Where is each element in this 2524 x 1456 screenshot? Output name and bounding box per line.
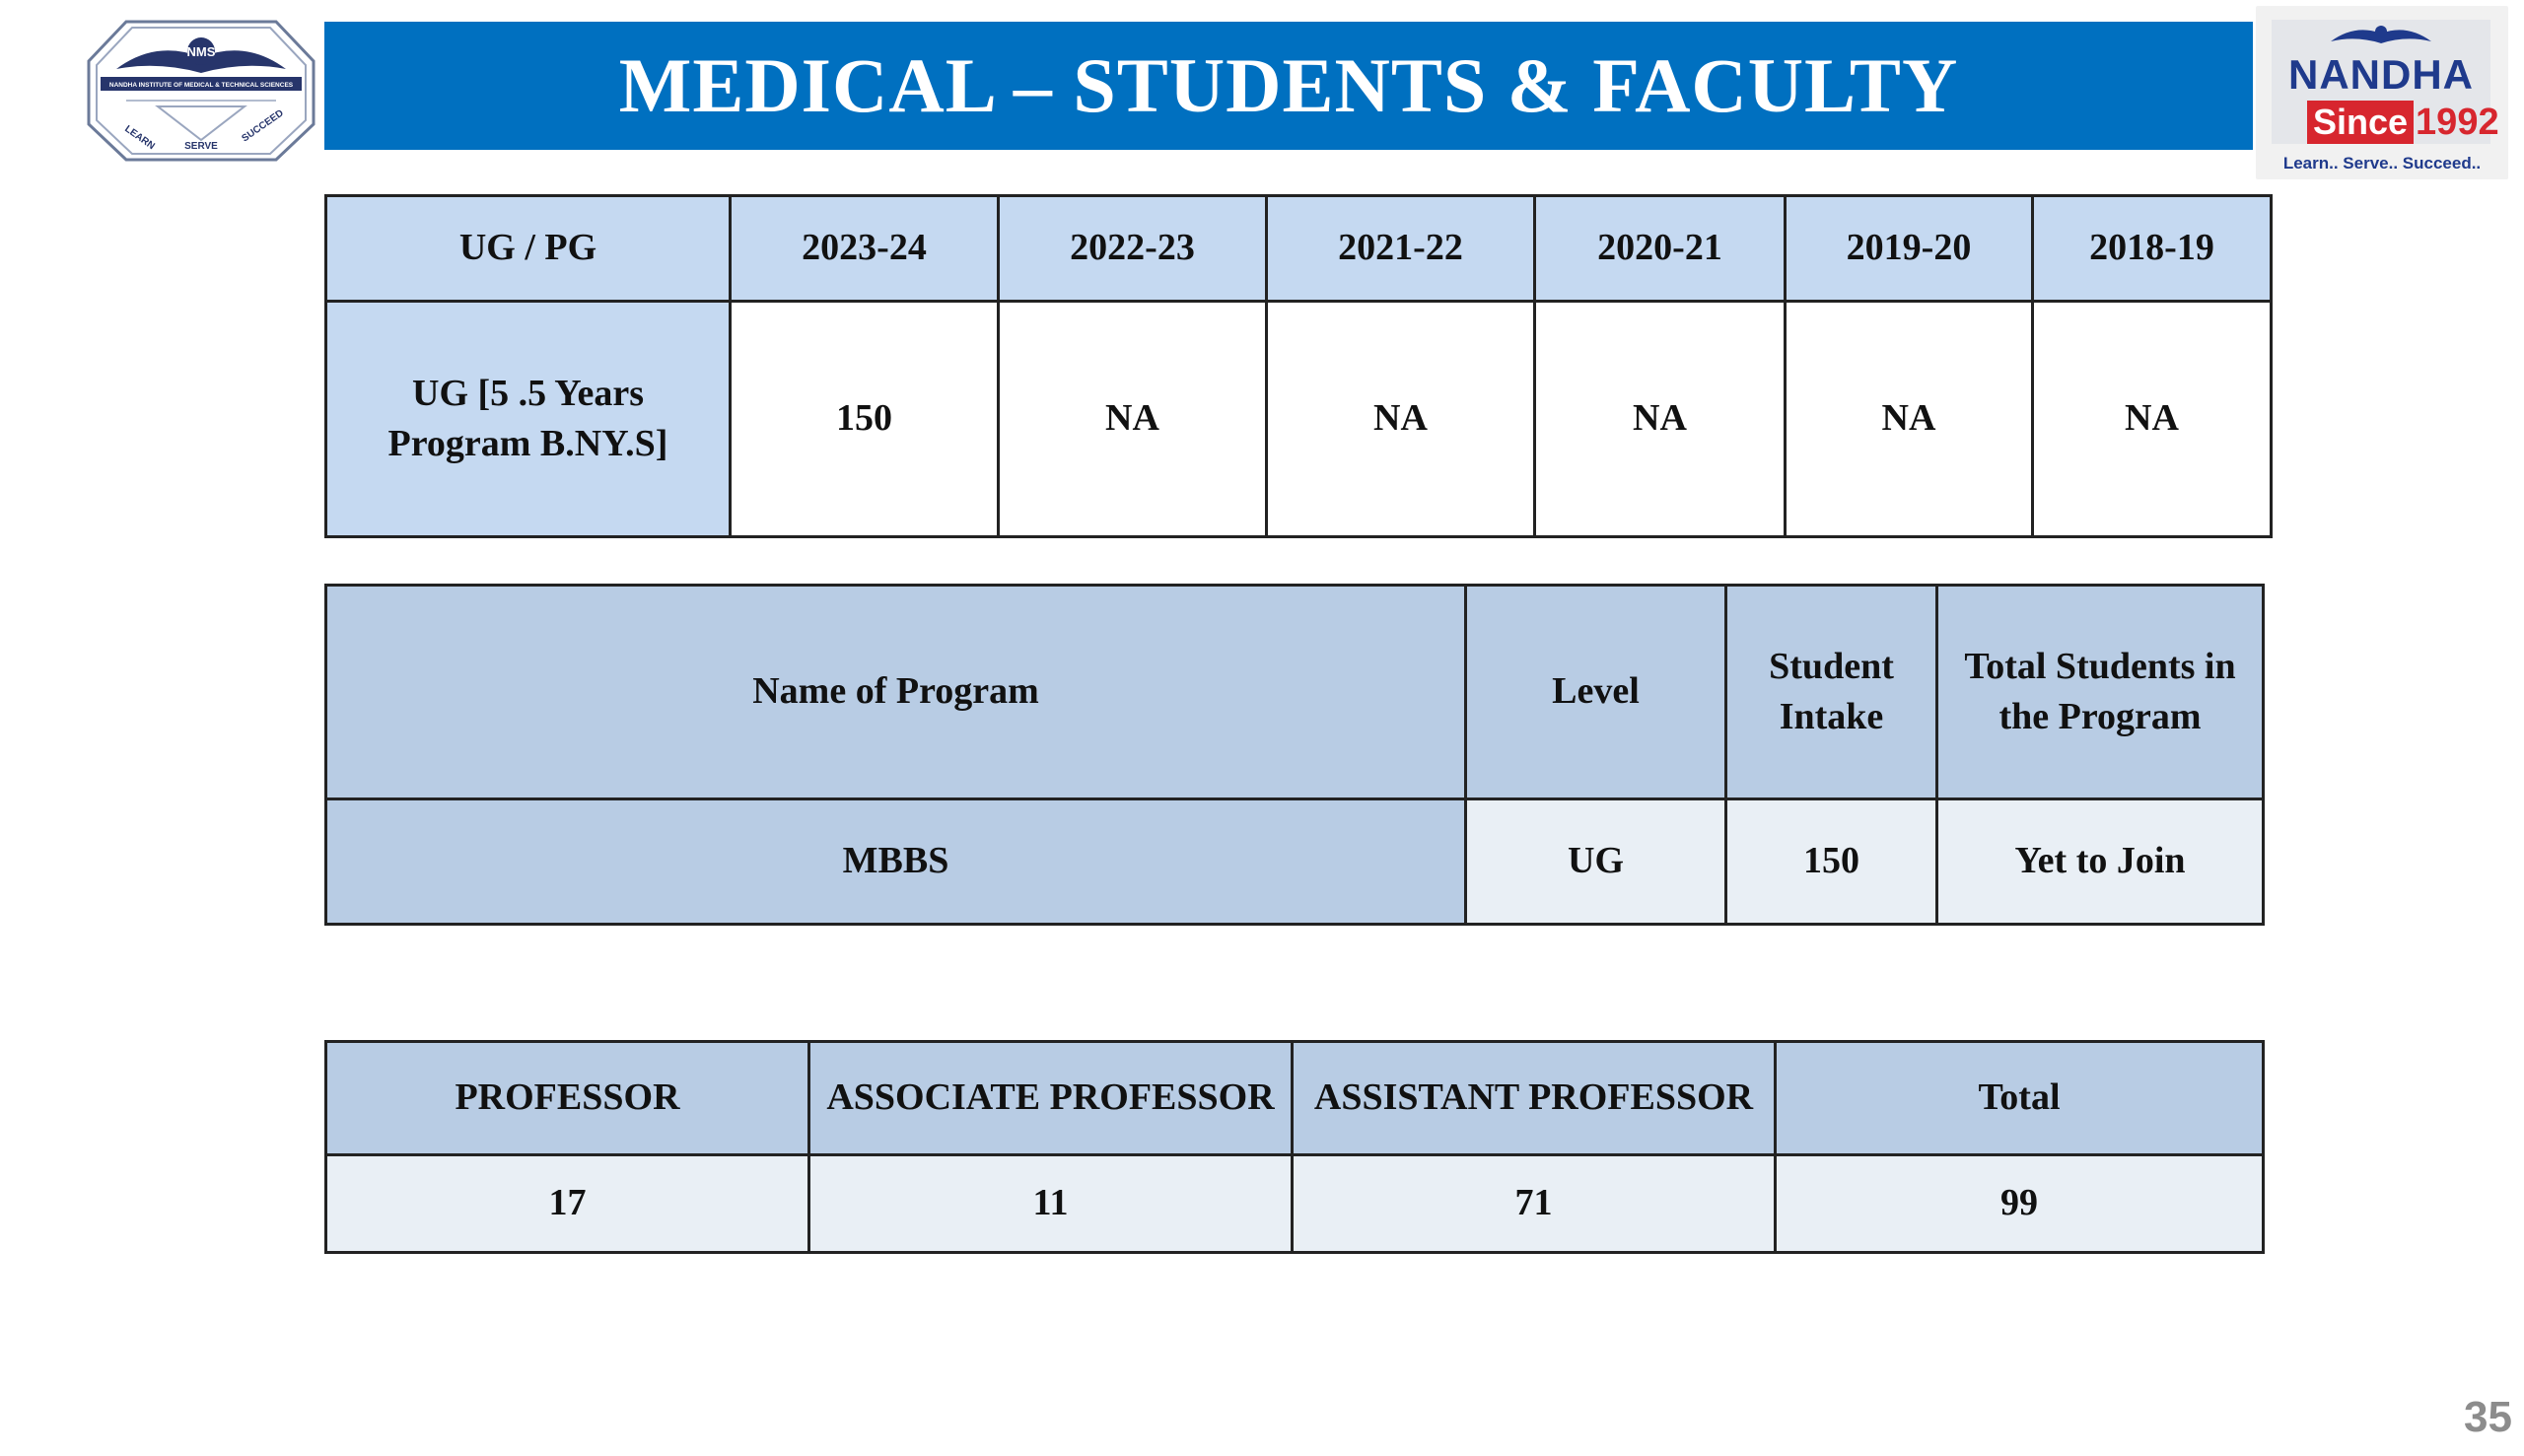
header-year: 2019-20 [1786, 196, 2033, 302]
title-banner [324, 22, 2253, 150]
table-row [326, 302, 2272, 537]
logo-motto-succeed: SUCCEED [240, 107, 286, 145]
row-label-line: Program B.NY.S] [387, 423, 668, 464]
nandha-logo-panel [2272, 20, 2499, 144]
eagle-icon [2272, 20, 2490, 49]
intake-table [324, 194, 2273, 538]
since-year: 1992 [2416, 101, 2499, 143]
program-table [324, 584, 2265, 926]
table-cell: NA [1786, 302, 2033, 537]
table-header-row [326, 1042, 2264, 1155]
nms-eagle-logo [87, 18, 316, 164]
logo-monogram: NMS [186, 44, 216, 59]
header-program-name: Name of Program [326, 586, 1466, 799]
since-row [2307, 101, 2499, 144]
table-cell: 17 [326, 1155, 809, 1253]
row-label-ug [326, 302, 731, 537]
header-student-intake: Student Intake [1726, 586, 1937, 799]
header-year: 2022-23 [999, 196, 1267, 302]
table-row [326, 1155, 2264, 1253]
row-label-line: UG [5 .5 Years [412, 372, 644, 414]
table-cell: NA [2033, 302, 2272, 537]
table-cell: 150 [731, 302, 999, 537]
page-title: MEDICAL – STUDENTS & FACULTY [618, 42, 1959, 128]
header-level: Level [1466, 586, 1726, 799]
table-header-row [326, 196, 2272, 302]
table-cell: Yet to Join [1937, 799, 2264, 925]
table-cell: 11 [809, 1155, 1293, 1253]
table-cell: NA [999, 302, 1267, 537]
table-cell: 150 [1726, 799, 1937, 925]
page-number: 35 [2464, 1393, 2512, 1441]
header-professor: PROFESSOR [326, 1042, 809, 1155]
logo-motto-serve: SERVE [184, 141, 218, 152]
nandha-name: NANDHA [2288, 51, 2474, 98]
table-cell: 99 [1776, 1155, 2264, 1253]
table-header-row [326, 586, 2264, 799]
program-name-cell: MBBS [326, 799, 1466, 925]
header-total-students: Total Students in the Program [1937, 586, 2264, 799]
header-total: Total [1776, 1042, 2264, 1155]
faculty-table [324, 1040, 2265, 1254]
header-year: 2023-24 [731, 196, 999, 302]
header-year: 2018-19 [2033, 196, 2272, 302]
table-cell: NA [1267, 302, 1535, 537]
header-year: 2021-22 [1267, 196, 1535, 302]
since-label: Since [2307, 101, 2414, 144]
logo-tagline: Learn.. Serve.. Succeed.. [2282, 154, 2482, 173]
table-cell: UG [1466, 799, 1726, 925]
table-cell: 71 [1293, 1155, 1776, 1253]
table-row [326, 799, 2264, 925]
header-year: 2020-21 [1535, 196, 1786, 302]
logo-institute-name: NANDHA INSTITUTE OF MEDICAL & TECHNICAL SCIENCES [108, 82, 294, 89]
header-associate-professor: ASSOCIATE PROFESSOR [809, 1042, 1293, 1155]
header-assistant-professor: ASSISTANT PROFESSOR [1293, 1042, 1776, 1155]
header-ug-pg: UG / PG [326, 196, 731, 302]
table-cell: NA [1535, 302, 1786, 537]
nandha-eagle-logo [2256, 6, 2508, 179]
logo-motto-learn: LEARN [122, 123, 157, 153]
